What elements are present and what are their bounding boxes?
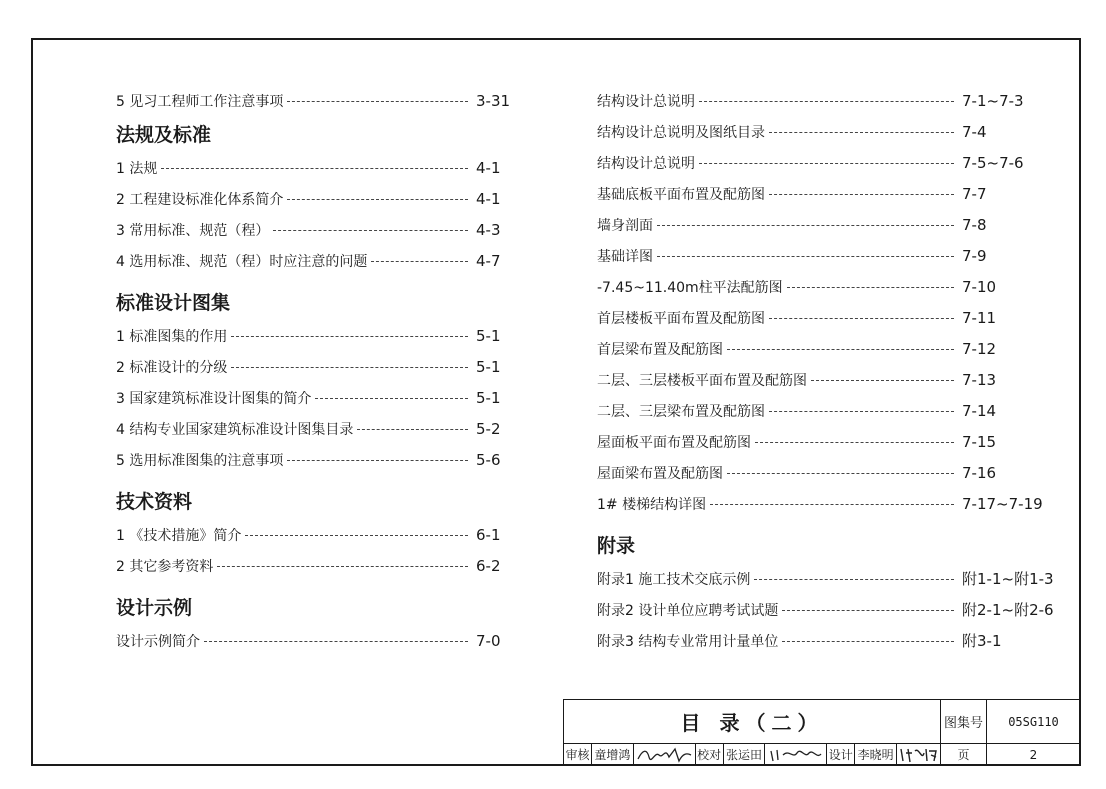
toc-left-column: [116, 85, 516, 656]
toc-entry-page: 6-1: [476, 525, 501, 544]
leader-dots: [245, 535, 468, 536]
leader-dots: [287, 199, 468, 200]
toc-entry-label: 首层楼板平面布置及配筋图: [597, 310, 765, 327]
toc-entry-page: 5-1: [476, 388, 501, 407]
toc-entry-page: 7-0: [476, 631, 501, 650]
leader-dots: [727, 473, 954, 474]
toc-entry-page: 5-1: [476, 326, 501, 345]
toc-entry[interactable]: [116, 85, 516, 116]
toc-entry-page: 7-4: [962, 122, 987, 141]
leader-dots: [204, 641, 468, 642]
toc-entry-page: 7-13: [962, 370, 997, 389]
section-heading: 标准设计图集: [116, 292, 231, 314]
toc-entry-label: 1 法规: [116, 160, 158, 177]
atlas-number: 05SG110: [987, 700, 1080, 744]
signature-row: [564, 744, 941, 765]
toc-entry-label: 附录1 施工技术交底示例: [597, 571, 751, 588]
toc-entry-label: 屋面梁布置及配筋图: [597, 465, 723, 482]
toc-entry-label: 4 结构专业国家建筑标准设计图集目录: [116, 421, 354, 438]
leader-dots: [657, 256, 954, 257]
leader-dots: [769, 132, 954, 133]
leader-dots: [699, 101, 954, 102]
toc-entry-page: 3-31: [476, 91, 511, 110]
toc-entry-page: 7-10: [962, 277, 997, 296]
toc-entry-page: 附2-1~附2-6: [962, 601, 1054, 619]
check-name: 张运田: [724, 744, 766, 765]
leader-dots: [231, 336, 468, 337]
toc-entry[interactable]: [597, 302, 1072, 333]
leader-dots: [273, 230, 468, 231]
toc-entry-label: 4 选用标准、规范（程）时应注意的问题: [116, 253, 368, 270]
review-name: 童增鸿: [592, 744, 634, 765]
toc-entry-label: 墙身剖面: [597, 217, 653, 234]
toc-entry[interactable]: [597, 488, 1072, 519]
toc-right-column: [597, 85, 1072, 656]
toc-entry-page: 7-1~7-3: [962, 91, 1024, 110]
check-signature: [765, 744, 827, 765]
toc-entry-page: 4-3: [476, 220, 501, 239]
toc-entry[interactable]: [597, 625, 1072, 656]
toc-entry-label: 二层、三层楼板平面布置及配筋图: [597, 372, 807, 389]
toc-entry[interactable]: [597, 209, 1072, 240]
toc-entry-label: 设计示例简介: [116, 633, 200, 650]
toc-entry[interactable]: [116, 152, 516, 183]
toc-entry-page: 附1-1~附1-3: [962, 570, 1054, 588]
leader-dots: [769, 411, 954, 412]
design-label: 设计: [827, 744, 855, 765]
toc-entry-label: 基础底板平面布置及配筋图: [597, 186, 765, 203]
toc-entry[interactable]: [597, 395, 1072, 426]
toc-entry-page: 7-7: [962, 184, 987, 203]
toc-entry[interactable]: [116, 413, 516, 444]
toc-entry-page: 6-2: [476, 556, 501, 575]
toc-entry-label: 首层梁布置及配筋图: [597, 341, 723, 358]
toc-entry-label: -7.45~11.40m柱平法配筋图: [597, 279, 783, 296]
toc-entry-label: 1 《技术措施》简介: [116, 527, 242, 544]
leader-dots: [287, 460, 468, 461]
section-heading: 技术资料: [116, 491, 193, 513]
design-name: 李晓明: [855, 744, 897, 765]
toc-entry[interactable]: [597, 563, 1072, 594]
leader-dots: [287, 101, 468, 102]
toc-entry[interactable]: [597, 116, 1072, 147]
section-heading: 附录: [597, 535, 636, 557]
page-title: 目 录（二）: [564, 700, 941, 744]
leader-dots: [787, 287, 954, 288]
toc-entry[interactable]: [597, 594, 1072, 625]
leader-dots: [754, 579, 954, 580]
toc-entry-page: 4-1: [476, 189, 501, 208]
toc-entry[interactable]: [116, 550, 516, 581]
leader-dots: [161, 168, 468, 169]
toc-entry-page: 7-17~7-19: [962, 494, 1043, 513]
toc-entry[interactable]: [597, 426, 1072, 457]
leader-dots: [657, 225, 954, 226]
toc-entry[interactable]: [116, 351, 516, 382]
toc-entry-label: 附录3 结构专业常用计量单位: [597, 633, 779, 650]
toc-entry-label: 屋面板平面布置及配筋图: [597, 434, 751, 451]
page-number: 2: [1029, 747, 1038, 762]
leader-dots: [217, 566, 468, 567]
leader-dots: [710, 504, 954, 505]
leader-dots: [371, 261, 468, 262]
toc-entry-label: 5 见习工程师工作注意事项: [116, 93, 284, 110]
toc-entry[interactable]: [116, 245, 516, 276]
leader-dots: [727, 349, 954, 350]
toc-entry-label: 基础详图: [597, 248, 653, 265]
toc-entry-page: 附3-1: [962, 632, 1002, 650]
toc-entry-page: 7-11: [962, 308, 997, 327]
leader-dots: [811, 380, 954, 381]
title-block: [563, 699, 1081, 766]
toc-entry[interactable]: [597, 333, 1072, 364]
leader-dots: [769, 318, 954, 319]
toc-entry[interactable]: [116, 214, 516, 245]
toc-entry-label: 结构设计总说明: [597, 93, 695, 110]
design-signature: [897, 744, 940, 765]
toc-entry-page: 7-12: [962, 339, 997, 358]
review-label: 审核: [564, 744, 592, 765]
toc-entry[interactable]: [116, 382, 516, 413]
toc-entry[interactable]: [597, 364, 1072, 395]
toc-entry-label: 2 其它参考资料: [116, 558, 214, 575]
toc-entry[interactable]: [116, 625, 516, 656]
toc-entry[interactable]: [597, 147, 1072, 178]
toc-entry-label: 2 工程建设标准化体系简介: [116, 191, 284, 208]
leader-dots: [755, 442, 954, 443]
section-heading: 法规及标准: [116, 124, 212, 146]
toc-entry[interactable]: [597, 85, 1072, 116]
toc-entry-label: 3 常用标准、规范（程）: [116, 222, 270, 239]
toc-entry-label: 3 国家建筑标准设计图集的简介: [116, 390, 312, 407]
leader-dots: [315, 398, 468, 399]
toc-entry-label: 1 标准图集的作用: [116, 328, 228, 345]
toc-entry[interactable]: [597, 457, 1072, 488]
section-heading: 设计示例: [116, 597, 193, 619]
toc-entry-page: 7-8: [962, 215, 987, 234]
page-label: 页: [941, 744, 987, 765]
toc-entry-page: 5-6: [476, 450, 501, 469]
toc-entry-page: 7-15: [962, 432, 997, 451]
toc-entry-page: 7-16: [962, 463, 997, 482]
leader-dots: [231, 367, 468, 368]
toc-entry-page: 7-5~7-6: [962, 153, 1024, 172]
leader-dots: [769, 194, 954, 195]
toc-entry-page: 7-14: [962, 401, 997, 420]
toc-entry-page: 4-7: [476, 251, 501, 270]
toc-entry-page: 5-1: [476, 357, 501, 376]
toc-entry-page: 5-2: [476, 419, 501, 438]
atlas-number-label: 图集号: [941, 700, 987, 744]
toc-entry[interactable]: [116, 320, 516, 351]
toc-entry[interactable]: [116, 444, 516, 475]
toc-entry[interactable]: [597, 178, 1072, 209]
toc-entry-label: 2 标准设计的分级: [116, 359, 228, 376]
toc-entry-label: 结构设计总说明: [597, 155, 695, 172]
toc-entry-page: 7-9: [962, 246, 987, 265]
toc-entry-label: 二层、三层梁布置及配筋图: [597, 403, 765, 420]
toc-entry-label: 结构设计总说明及图纸目录: [597, 124, 765, 141]
review-signature: [634, 744, 696, 765]
leader-dots: [699, 163, 954, 164]
toc-entry[interactable]: [116, 183, 516, 214]
toc-entry-page: 4-1: [476, 158, 501, 177]
leader-dots: [782, 641, 954, 642]
toc-entry-label: 附录2 设计单位应聘考试试题: [597, 602, 779, 619]
toc-entry-label: 1# 楼梯结构详图: [597, 496, 707, 513]
check-label: 校对: [696, 744, 724, 765]
toc-entry[interactable]: [116, 519, 516, 550]
toc-entry[interactable]: [597, 271, 1072, 302]
leader-dots: [357, 429, 468, 430]
toc-entry-label: 5 选用标准图集的注意事项: [116, 452, 284, 469]
toc-entry[interactable]: [597, 240, 1072, 271]
leader-dots: [782, 610, 954, 611]
